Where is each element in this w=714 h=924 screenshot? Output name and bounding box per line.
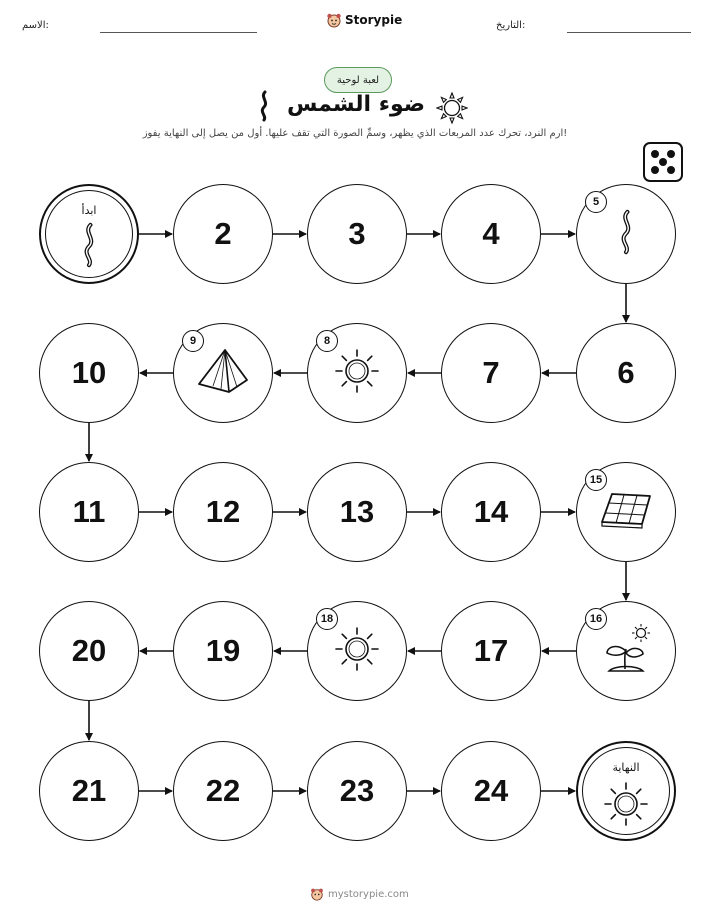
cell-number: 7 xyxy=(482,355,500,390)
cell-badge: 18 xyxy=(316,608,338,630)
sprout-icon xyxy=(599,621,653,681)
cell-number: 12 xyxy=(205,494,241,529)
sun-icon xyxy=(332,346,382,400)
board-cell-12 xyxy=(173,462,273,562)
cell-number: 23 xyxy=(339,773,375,808)
cell-badge: 16 xyxy=(585,608,607,630)
start-label: ابدأ xyxy=(81,204,97,217)
board-cell-1 xyxy=(39,184,139,284)
board-cell-7 xyxy=(441,323,541,423)
pyramid-icon xyxy=(195,346,251,400)
game-type-tag: لعبة لوحية xyxy=(324,67,392,93)
end-label: النهاية xyxy=(612,761,640,774)
cell-badge: 15 xyxy=(585,469,607,491)
board-cell-24 xyxy=(441,741,541,841)
logo-text: Storypie xyxy=(345,13,403,27)
cell-badge: 9 xyxy=(182,330,204,352)
cell-number: 19 xyxy=(205,633,241,668)
sun-icon xyxy=(332,624,382,678)
sun-icon xyxy=(601,779,651,833)
page-title: ضوء الشمس xyxy=(287,92,425,117)
board-cell-19 xyxy=(173,601,273,701)
snake-icon xyxy=(76,222,102,272)
cell-number: 20 xyxy=(71,633,107,668)
board-cell-14 xyxy=(441,462,541,562)
board-cell-25 xyxy=(576,741,676,841)
cell-number: 22 xyxy=(205,773,241,808)
board-cell-11 xyxy=(39,462,139,562)
snake-icon xyxy=(613,209,639,259)
cell-number: 17 xyxy=(473,633,509,668)
date-label: التاريخ: xyxy=(496,20,526,31)
cell-number: 24 xyxy=(473,773,509,808)
footer xyxy=(310,887,409,901)
board-cell-21 xyxy=(39,741,139,841)
cell-number: 2 xyxy=(214,216,232,251)
cell-number: 14 xyxy=(473,494,509,529)
board-cell-4 xyxy=(441,184,541,284)
board-cell-2 xyxy=(173,184,273,284)
board-cell-20 xyxy=(39,601,139,701)
mascot-icon xyxy=(310,887,324,901)
board-cell-10 xyxy=(39,323,139,423)
board-cell-6 xyxy=(576,323,676,423)
solar-panel-icon xyxy=(598,488,654,536)
cell-number: 13 xyxy=(339,494,375,529)
cell-number: 3 xyxy=(348,216,366,251)
cell-number: 4 xyxy=(482,216,500,251)
cell-number: 11 xyxy=(72,494,106,529)
cell-number: 21 xyxy=(71,773,107,808)
instructions: ارم النرد، تحرك عدد المربعات الذي يظهر، وسمِّ الصورة التي تقف عليها. أول من يصل إلى النهاية يفوز! xyxy=(142,128,568,139)
board-cell-23 xyxy=(307,741,407,841)
cell-badge: 5 xyxy=(585,191,607,213)
board-cell-17 xyxy=(441,601,541,701)
cell-number: 6 xyxy=(617,355,635,390)
footer-url[interactable]: mystorypie.com xyxy=(328,888,409,900)
cell-number: 10 xyxy=(71,355,107,390)
name-label: الاسم: xyxy=(22,20,49,31)
board-cell-22 xyxy=(173,741,273,841)
board-cell-13 xyxy=(307,462,407,562)
cell-badge: 8 xyxy=(316,330,338,352)
board-cell-3 xyxy=(307,184,407,284)
